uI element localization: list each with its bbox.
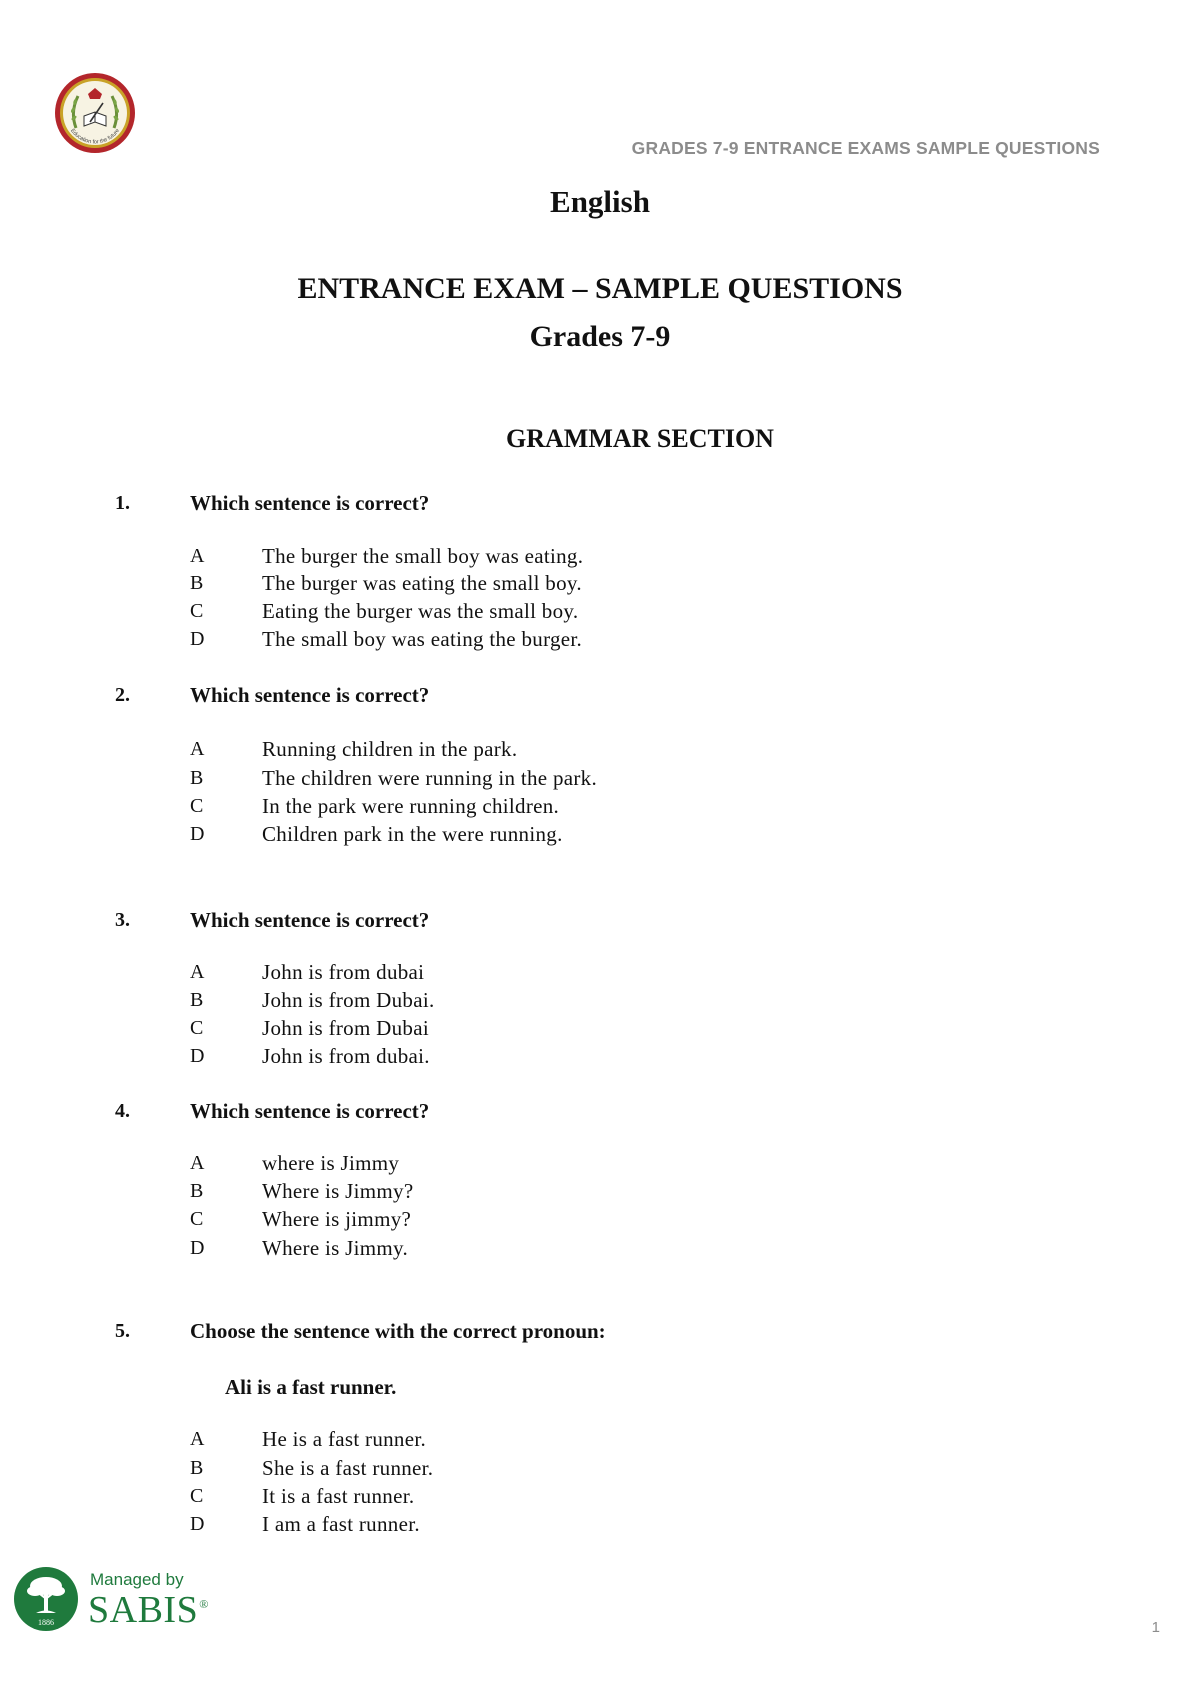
grades-title: Grades 7-9 <box>529 320 671 353</box>
option-text: In the park were running children. <box>262 794 560 818</box>
option-letter: B <box>190 989 204 1011</box>
option-text: The burger was eating the small boy. <box>262 571 582 595</box>
option-letter: B <box>190 767 204 789</box>
sabis-logo-year: 1886 <box>38 1618 54 1627</box>
option-text: The small boy was eating the burger. <box>262 627 583 651</box>
school-motto-text: Education for the future <box>69 127 121 146</box>
option-text: John is from dubai <box>262 960 425 984</box>
sabis-tree-logo-icon <box>13 1566 79 1632</box>
exam-title: ENTRANCE EXAM – SAMPLE QUESTIONS <box>297 272 903 305</box>
option-text: The children were running in the park. <box>262 766 598 790</box>
section-title: GRAMMAR SECTION <box>506 424 774 453</box>
option-text: John is from dubai. <box>262 1044 430 1068</box>
school-crest-logo-icon <box>54 72 136 154</box>
option-text: Where is jimmy? <box>262 1207 412 1231</box>
option-letter: D <box>190 1513 205 1535</box>
question-text: Choose the sentence with the correct pronoun: <box>190 1319 606 1343</box>
option-text: Children park in the were running. <box>262 822 563 846</box>
sabis-brand-text: SABIS <box>88 1589 199 1631</box>
question-number: 5. <box>115 1320 130 1342</box>
page-header-text: GRADES 7-9 ENTRANCE EXAMS SAMPLE QUESTIONS <box>631 138 1100 158</box>
option-text: John is from Dubai <box>262 1016 429 1040</box>
option-letter: B <box>190 572 204 594</box>
question-number: 1. <box>115 492 130 514</box>
option-text: He is a fast runner. <box>262 1427 427 1451</box>
registered-mark: ® <box>199 1597 209 1612</box>
option-text: Where is Jimmy. <box>262 1236 409 1260</box>
option-letter: C <box>190 1208 204 1230</box>
option-letter: A <box>190 1152 205 1174</box>
subject-title: English <box>550 184 650 219</box>
option-letter: B <box>190 1180 204 1202</box>
option-text: Running children in the park. <box>262 737 518 761</box>
option-letter: D <box>190 1045 205 1067</box>
option-text: John is from Dubai. <box>262 988 435 1012</box>
option-letter: D <box>190 1237 205 1259</box>
option-text: where is Jimmy <box>262 1151 400 1175</box>
option-letter: C <box>190 1485 204 1507</box>
option-text: The burger the small boy was eating. <box>262 544 584 568</box>
page-number: 1 <box>1151 1619 1160 1636</box>
option-letter: C <box>190 600 204 622</box>
question-text: Which sentence is correct? <box>190 908 430 932</box>
question-number: 4. <box>115 1100 130 1122</box>
option-text: Eating the burger was the small boy. <box>262 599 579 623</box>
option-letter: D <box>190 823 205 845</box>
option-text: I am a fast runner. <box>262 1512 420 1536</box>
option-text: Where is Jimmy? <box>262 1179 414 1203</box>
option-letter: A <box>190 1428 205 1450</box>
option-letter: C <box>190 795 204 817</box>
question-number: 2. <box>115 684 130 706</box>
sabis-brand <box>88 1588 209 1632</box>
option-letter: A <box>190 961 205 983</box>
question-text: Which sentence is correct? <box>190 1099 430 1123</box>
question-number: 3. <box>115 909 130 931</box>
option-letter: D <box>190 628 205 650</box>
option-letter: A <box>190 738 205 760</box>
option-letter: A <box>190 545 205 567</box>
question-text: Which sentence is correct? <box>190 683 430 707</box>
option-letter: C <box>190 1017 204 1039</box>
managed-by-label: Managed by <box>90 1570 184 1589</box>
option-letter: B <box>190 1457 204 1479</box>
option-text: It is a fast runner. <box>262 1484 415 1508</box>
question-text: Which sentence is correct? <box>190 491 430 515</box>
question-prompt-sentence: Ali is a fast runner. <box>225 1375 397 1399</box>
option-text: She is a fast runner. <box>262 1456 434 1480</box>
